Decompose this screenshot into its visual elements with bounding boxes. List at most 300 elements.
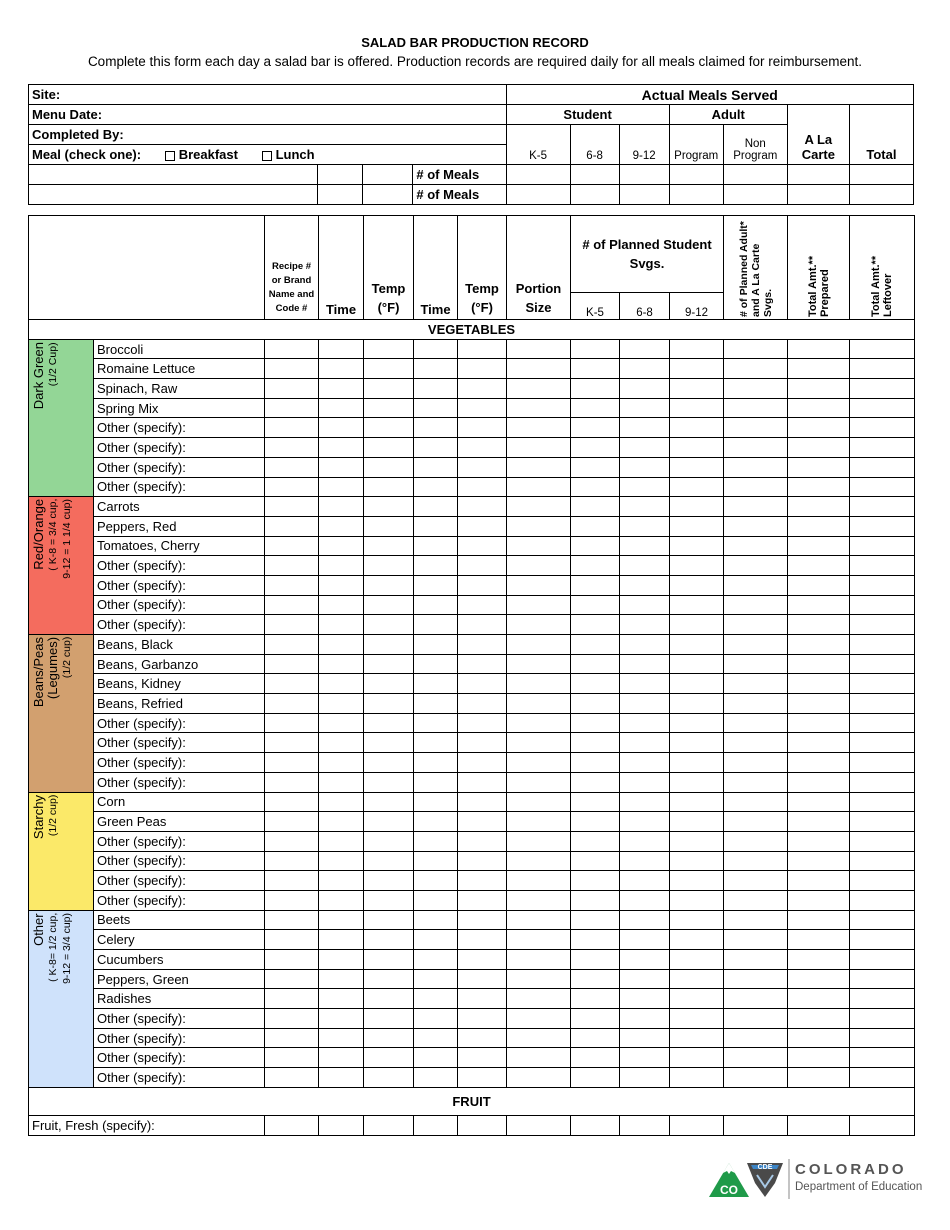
entry-cell[interactable]: [669, 165, 723, 185]
entry-cell[interactable]: [507, 654, 571, 674]
entry-cell[interactable]: [850, 969, 915, 989]
entry-cell[interactable]: [319, 674, 364, 694]
entry-cell[interactable]: [319, 477, 364, 497]
entry-cell[interactable]: [319, 635, 364, 655]
entry-cell[interactable]: [265, 713, 319, 733]
entry-cell[interactable]: [507, 457, 571, 477]
entry-cell[interactable]: [850, 713, 915, 733]
entry-cell[interactable]: [620, 1048, 670, 1068]
entry-cell[interactable]: [724, 379, 788, 399]
entry-cell[interactable]: [507, 851, 571, 871]
entry-cell[interactable]: [571, 910, 620, 930]
entry-cell[interactable]: [850, 851, 915, 871]
entry-cell[interactable]: [850, 1048, 915, 1068]
entry-cell[interactable]: [458, 359, 507, 379]
entry-cell[interactable]: [571, 969, 620, 989]
entry-cell[interactable]: [507, 635, 571, 655]
entry-cell[interactable]: [788, 418, 850, 438]
entry-cell[interactable]: [507, 1068, 571, 1088]
entry-cell[interactable]: [319, 969, 364, 989]
entry-cell[interactable]: [670, 930, 724, 950]
entry-cell[interactable]: [319, 418, 364, 438]
entry-cell[interactable]: [670, 772, 724, 792]
entry-cell[interactable]: [571, 713, 620, 733]
entry-cell[interactable]: [788, 654, 850, 674]
entry-cell[interactable]: [850, 910, 915, 930]
entry-cell[interactable]: [265, 595, 319, 615]
entry-cell[interactable]: [458, 477, 507, 497]
entry-cell[interactable]: [414, 674, 458, 694]
entry-cell[interactable]: [670, 379, 724, 399]
entry-cell[interactable]: [850, 398, 915, 418]
entry-cell[interactable]: [458, 910, 507, 930]
entry-cell[interactable]: [414, 1115, 458, 1135]
entry-cell[interactable]: [265, 831, 319, 851]
entry-cell[interactable]: [620, 477, 670, 497]
entry-cell[interactable]: [507, 1115, 571, 1135]
entry-cell[interactable]: [850, 1068, 915, 1088]
entry-cell[interactable]: [414, 851, 458, 871]
entry-cell[interactable]: [364, 359, 414, 379]
entry-cell[interactable]: [620, 950, 670, 970]
entry-cell[interactable]: [620, 930, 670, 950]
entry-cell[interactable]: [414, 1028, 458, 1048]
entry-cell[interactable]: [724, 339, 788, 359]
entry-cell[interactable]: [670, 694, 724, 714]
entry-cell[interactable]: [319, 615, 364, 635]
entry-cell[interactable]: [670, 950, 724, 970]
entry-cell[interactable]: [507, 812, 571, 832]
entry-cell[interactable]: [670, 1048, 724, 1068]
entry-cell[interactable]: [507, 536, 571, 556]
entry-cell[interactable]: [265, 516, 319, 536]
entry-cell[interactable]: [670, 339, 724, 359]
entry-cell[interactable]: [724, 615, 788, 635]
entry-cell[interactable]: [619, 165, 669, 185]
entry-cell[interactable]: [724, 438, 788, 458]
entry-cell[interactable]: [788, 1048, 850, 1068]
entry-cell[interactable]: [670, 457, 724, 477]
entry-cell[interactable]: [364, 930, 414, 950]
entry-cell[interactable]: [458, 556, 507, 576]
entry-cell[interactable]: [319, 1068, 364, 1088]
entry-cell[interactable]: [265, 851, 319, 871]
entry-cell[interactable]: [265, 339, 319, 359]
entry-cell[interactable]: [788, 910, 850, 930]
entry-cell[interactable]: [620, 654, 670, 674]
entry-cell[interactable]: [414, 615, 458, 635]
entry-cell[interactable]: [364, 497, 414, 517]
entry-cell[interactable]: [788, 772, 850, 792]
entry-cell[interactable]: [458, 1048, 507, 1068]
entry-cell[interactable]: [788, 615, 850, 635]
entry-cell[interactable]: [788, 1115, 850, 1135]
entry-cell[interactable]: [507, 516, 571, 536]
entry-cell[interactable]: [724, 595, 788, 615]
entry-cell[interactable]: [458, 1009, 507, 1029]
entry-cell[interactable]: [265, 497, 319, 517]
entry-cell[interactable]: [364, 516, 414, 536]
completed-by-field[interactable]: Completed By:: [29, 125, 507, 145]
entry-cell[interactable]: [724, 1028, 788, 1048]
entry-cell[interactable]: [265, 694, 319, 714]
entry-cell[interactable]: [724, 536, 788, 556]
entry-cell[interactable]: [364, 772, 414, 792]
entry-cell[interactable]: [724, 969, 788, 989]
entry-cell[interactable]: [850, 556, 915, 576]
entry-cell[interactable]: [458, 792, 507, 812]
entry-cell[interactable]: [507, 989, 571, 1009]
entry-cell[interactable]: [724, 772, 788, 792]
entry-cell[interactable]: [620, 969, 670, 989]
entry-cell[interactable]: [414, 890, 458, 910]
entry-cell[interactable]: [724, 635, 788, 655]
entry-cell[interactable]: [265, 575, 319, 595]
entry-cell[interactable]: [850, 497, 915, 517]
entry-cell[interactable]: [571, 930, 620, 950]
entry-cell[interactable]: [414, 989, 458, 1009]
entry-cell[interactable]: [788, 359, 850, 379]
entry-cell[interactable]: [850, 1115, 915, 1135]
entry-cell[interactable]: [458, 516, 507, 536]
entry-cell[interactable]: [364, 457, 414, 477]
entry-cell[interactable]: [414, 831, 458, 851]
entry-cell[interactable]: [850, 753, 915, 773]
entry-cell[interactable]: [414, 792, 458, 812]
entry-cell[interactable]: [850, 772, 915, 792]
entry-cell[interactable]: [414, 359, 458, 379]
entry-cell[interactable]: [319, 930, 364, 950]
entry-cell[interactable]: [507, 398, 571, 418]
entry-cell[interactable]: [364, 1028, 414, 1048]
entry-cell[interactable]: [507, 477, 571, 497]
entry-cell[interactable]: [414, 575, 458, 595]
breakfast-checkbox[interactable]: [165, 151, 175, 161]
entry-cell[interactable]: [724, 871, 788, 891]
entry-cell[interactable]: [670, 989, 724, 1009]
entry-cell[interactable]: [364, 910, 414, 930]
entry-cell[interactable]: [670, 1028, 724, 1048]
entry-cell[interactable]: [620, 398, 670, 418]
entry-cell[interactable]: [620, 713, 670, 733]
entry-cell[interactable]: [724, 575, 788, 595]
entry-cell[interactable]: [458, 1068, 507, 1088]
entry-cell[interactable]: [319, 1115, 364, 1135]
entry-cell[interactable]: [788, 733, 850, 753]
entry-cell[interactable]: [571, 1068, 620, 1088]
entry-cell[interactable]: [319, 359, 364, 379]
entry-cell[interactable]: [414, 950, 458, 970]
entry-cell[interactable]: [414, 457, 458, 477]
entry-cell[interactable]: [788, 694, 850, 714]
entry-cell[interactable]: [507, 418, 571, 438]
entry-cell[interactable]: [571, 851, 620, 871]
entry-cell[interactable]: [414, 713, 458, 733]
entry-cell[interactable]: [364, 1009, 414, 1029]
entry-cell[interactable]: [850, 418, 915, 438]
entry-cell[interactable]: [414, 812, 458, 832]
entry-cell[interactable]: [506, 165, 570, 185]
entry-cell[interactable]: [507, 595, 571, 615]
entry-cell[interactable]: [850, 812, 915, 832]
entry-cell[interactable]: [788, 477, 850, 497]
entry-cell[interactable]: [319, 753, 364, 773]
entry-cell[interactable]: [571, 772, 620, 792]
entry-cell[interactable]: [724, 418, 788, 438]
entry-cell[interactable]: [265, 733, 319, 753]
entry-cell[interactable]: [265, 753, 319, 773]
entry-cell[interactable]: [507, 792, 571, 812]
entry-cell[interactable]: [670, 615, 724, 635]
entry-cell[interactable]: [788, 438, 850, 458]
entry-cell[interactable]: [319, 438, 364, 458]
entry-cell[interactable]: [670, 398, 724, 418]
entry-cell[interactable]: [788, 792, 850, 812]
entry-cell[interactable]: [788, 812, 850, 832]
entry-cell[interactable]: [265, 1009, 319, 1029]
entry-cell[interactable]: [414, 733, 458, 753]
entry-cell[interactable]: [458, 831, 507, 851]
entry-cell[interactable]: [850, 694, 915, 714]
entry-cell[interactable]: [620, 359, 670, 379]
entry-cell[interactable]: [620, 989, 670, 1009]
blank-cell[interactable]: [363, 165, 413, 185]
entry-cell[interactable]: [788, 536, 850, 556]
entry-cell[interactable]: [265, 398, 319, 418]
entry-cell[interactable]: [724, 359, 788, 379]
entry-cell[interactable]: [507, 575, 571, 595]
entry-cell[interactable]: [319, 575, 364, 595]
site-field[interactable]: Site:: [29, 85, 507, 105]
entry-cell[interactable]: [620, 1009, 670, 1029]
blank-cell[interactable]: [318, 165, 363, 185]
entry-cell[interactable]: [265, 1115, 319, 1135]
entry-cell[interactable]: [364, 851, 414, 871]
entry-cell[interactable]: [458, 595, 507, 615]
entry-cell[interactable]: [788, 969, 850, 989]
entry-cell[interactable]: [458, 339, 507, 359]
entry-cell[interactable]: [620, 635, 670, 655]
entry-cell[interactable]: [364, 635, 414, 655]
entry-cell[interactable]: [724, 398, 788, 418]
entry-cell[interactable]: [670, 733, 724, 753]
entry-cell[interactable]: [788, 339, 850, 359]
entry-cell[interactable]: [724, 831, 788, 851]
entry-cell[interactable]: [620, 339, 670, 359]
entry-cell[interactable]: [788, 674, 850, 694]
entry-cell[interactable]: [364, 1115, 414, 1135]
entry-cell[interactable]: [364, 1068, 414, 1088]
entry-cell[interactable]: [723, 185, 787, 205]
entry-cell[interactable]: [850, 792, 915, 812]
entry-cell[interactable]: [265, 359, 319, 379]
entry-cell[interactable]: [507, 871, 571, 891]
entry-cell[interactable]: [620, 575, 670, 595]
entry-cell[interactable]: [265, 950, 319, 970]
entry-cell[interactable]: [788, 871, 850, 891]
entry-cell[interactable]: [850, 871, 915, 891]
entry-cell[interactable]: [265, 379, 319, 399]
entry-cell[interactable]: [507, 379, 571, 399]
entry-cell[interactable]: [364, 713, 414, 733]
entry-cell[interactable]: [265, 438, 319, 458]
entry-cell[interactable]: [507, 772, 571, 792]
entry-cell[interactable]: [788, 1009, 850, 1029]
entry-cell[interactable]: [724, 457, 788, 477]
entry-cell[interactable]: [414, 398, 458, 418]
entry-cell[interactable]: [788, 1068, 850, 1088]
entry-cell[interactable]: [507, 713, 571, 733]
entry-cell[interactable]: [507, 615, 571, 635]
entry-cell[interactable]: [319, 536, 364, 556]
entry-cell[interactable]: [319, 1028, 364, 1048]
entry-cell[interactable]: [319, 339, 364, 359]
entry-cell[interactable]: [571, 989, 620, 1009]
entry-cell[interactable]: [571, 1028, 620, 1048]
entry-cell[interactable]: [364, 753, 414, 773]
entry-cell[interactable]: [571, 595, 620, 615]
entry-cell[interactable]: [414, 418, 458, 438]
entry-cell[interactable]: [265, 792, 319, 812]
entry-cell[interactable]: [571, 654, 620, 674]
entry-cell[interactable]: [319, 792, 364, 812]
entry-cell[interactable]: [571, 516, 620, 536]
entry-cell[interactable]: [620, 1068, 670, 1088]
entry-cell[interactable]: [620, 910, 670, 930]
entry-cell[interactable]: [850, 438, 915, 458]
blank-cell[interactable]: [318, 185, 363, 205]
entry-cell[interactable]: [724, 516, 788, 536]
entry-cell[interactable]: [850, 379, 915, 399]
entry-cell[interactable]: [414, 635, 458, 655]
entry-cell[interactable]: [458, 890, 507, 910]
entry-cell[interactable]: [458, 398, 507, 418]
entry-cell[interactable]: [265, 772, 319, 792]
entry-cell[interactable]: [507, 831, 571, 851]
entry-cell[interactable]: [724, 812, 788, 832]
entry-cell[interactable]: [670, 674, 724, 694]
entry-cell[interactable]: [620, 792, 670, 812]
entry-cell[interactable]: [319, 989, 364, 1009]
entry-cell[interactable]: [724, 910, 788, 930]
entry-cell[interactable]: [458, 497, 507, 517]
entry-cell[interactable]: [850, 1009, 915, 1029]
entry-cell[interactable]: [788, 575, 850, 595]
entry-cell[interactable]: [571, 438, 620, 458]
entry-cell[interactable]: [620, 772, 670, 792]
entry-cell[interactable]: [724, 1048, 788, 1068]
entry-cell[interactable]: [265, 615, 319, 635]
entry-cell[interactable]: [319, 379, 364, 399]
entry-cell[interactable]: [364, 989, 414, 1009]
entry-cell[interactable]: [319, 457, 364, 477]
entry-cell[interactable]: [265, 910, 319, 930]
entry-cell[interactable]: [571, 674, 620, 694]
entry-cell[interactable]: [364, 1048, 414, 1068]
entry-cell[interactable]: [319, 1048, 364, 1068]
entry-cell[interactable]: [724, 497, 788, 517]
entry-cell[interactable]: [850, 1028, 915, 1048]
entry-cell[interactable]: [265, 1068, 319, 1088]
entry-cell[interactable]: [571, 556, 620, 576]
entry-cell[interactable]: [620, 497, 670, 517]
entry-cell[interactable]: [507, 694, 571, 714]
entry-cell[interactable]: [319, 831, 364, 851]
entry-cell[interactable]: [724, 556, 788, 576]
entry-cell[interactable]: [850, 516, 915, 536]
entry-cell[interactable]: [458, 871, 507, 891]
entry-cell[interactable]: [265, 556, 319, 576]
entry-cell[interactable]: [850, 674, 915, 694]
entry-cell[interactable]: [414, 1048, 458, 1068]
entry-cell[interactable]: [265, 457, 319, 477]
entry-cell[interactable]: [319, 890, 364, 910]
entry-cell[interactable]: [571, 418, 620, 438]
entry-cell[interactable]: [669, 185, 723, 205]
entry-cell[interactable]: [414, 516, 458, 536]
entry-cell[interactable]: [620, 438, 670, 458]
entry-cell[interactable]: [571, 950, 620, 970]
entry-cell[interactable]: [506, 185, 570, 205]
entry-cell[interactable]: [620, 851, 670, 871]
entry-cell[interactable]: [620, 831, 670, 851]
entry-cell[interactable]: [319, 713, 364, 733]
entry-cell[interactable]: [458, 969, 507, 989]
entry-cell[interactable]: [850, 457, 915, 477]
entry-cell[interactable]: [507, 359, 571, 379]
entry-cell[interactable]: [571, 359, 620, 379]
entry-cell[interactable]: [850, 831, 915, 851]
entry-cell[interactable]: [364, 950, 414, 970]
entry-cell[interactable]: [507, 1048, 571, 1068]
entry-cell[interactable]: [458, 457, 507, 477]
entry-cell[interactable]: [850, 733, 915, 753]
entry-cell[interactable]: [670, 1068, 724, 1088]
entry-cell[interactable]: [364, 536, 414, 556]
entry-cell[interactable]: [458, 654, 507, 674]
entry-cell[interactable]: [670, 575, 724, 595]
entry-cell[interactable]: [507, 930, 571, 950]
entry-cell[interactable]: [414, 536, 458, 556]
blank-cell[interactable]: [363, 185, 413, 205]
entry-cell[interactable]: [571, 575, 620, 595]
entry-cell[interactable]: [670, 516, 724, 536]
entry-cell[interactable]: [571, 1115, 620, 1135]
entry-cell[interactable]: [319, 654, 364, 674]
lunch-checkbox[interactable]: [262, 151, 272, 161]
entry-cell[interactable]: [670, 890, 724, 910]
entry-cell[interactable]: [620, 694, 670, 714]
entry-cell[interactable]: [571, 398, 620, 418]
entry-cell[interactable]: [507, 556, 571, 576]
entry-cell[interactable]: [850, 575, 915, 595]
entry-cell[interactable]: [620, 536, 670, 556]
entry-cell[interactable]: [850, 477, 915, 497]
entry-cell[interactable]: [265, 890, 319, 910]
entry-cell[interactable]: [364, 890, 414, 910]
entry-cell[interactable]: [620, 890, 670, 910]
entry-cell[interactable]: [458, 851, 507, 871]
entry-cell[interactable]: [850, 635, 915, 655]
entry-cell[interactable]: [458, 713, 507, 733]
entry-cell[interactable]: [265, 635, 319, 655]
entry-cell[interactable]: [788, 1028, 850, 1048]
entry-cell[interactable]: [620, 379, 670, 399]
entry-cell[interactable]: [458, 733, 507, 753]
entry-cell[interactable]: [458, 989, 507, 1009]
entry-cell[interactable]: [670, 831, 724, 851]
entry-cell[interactable]: [265, 1048, 319, 1068]
